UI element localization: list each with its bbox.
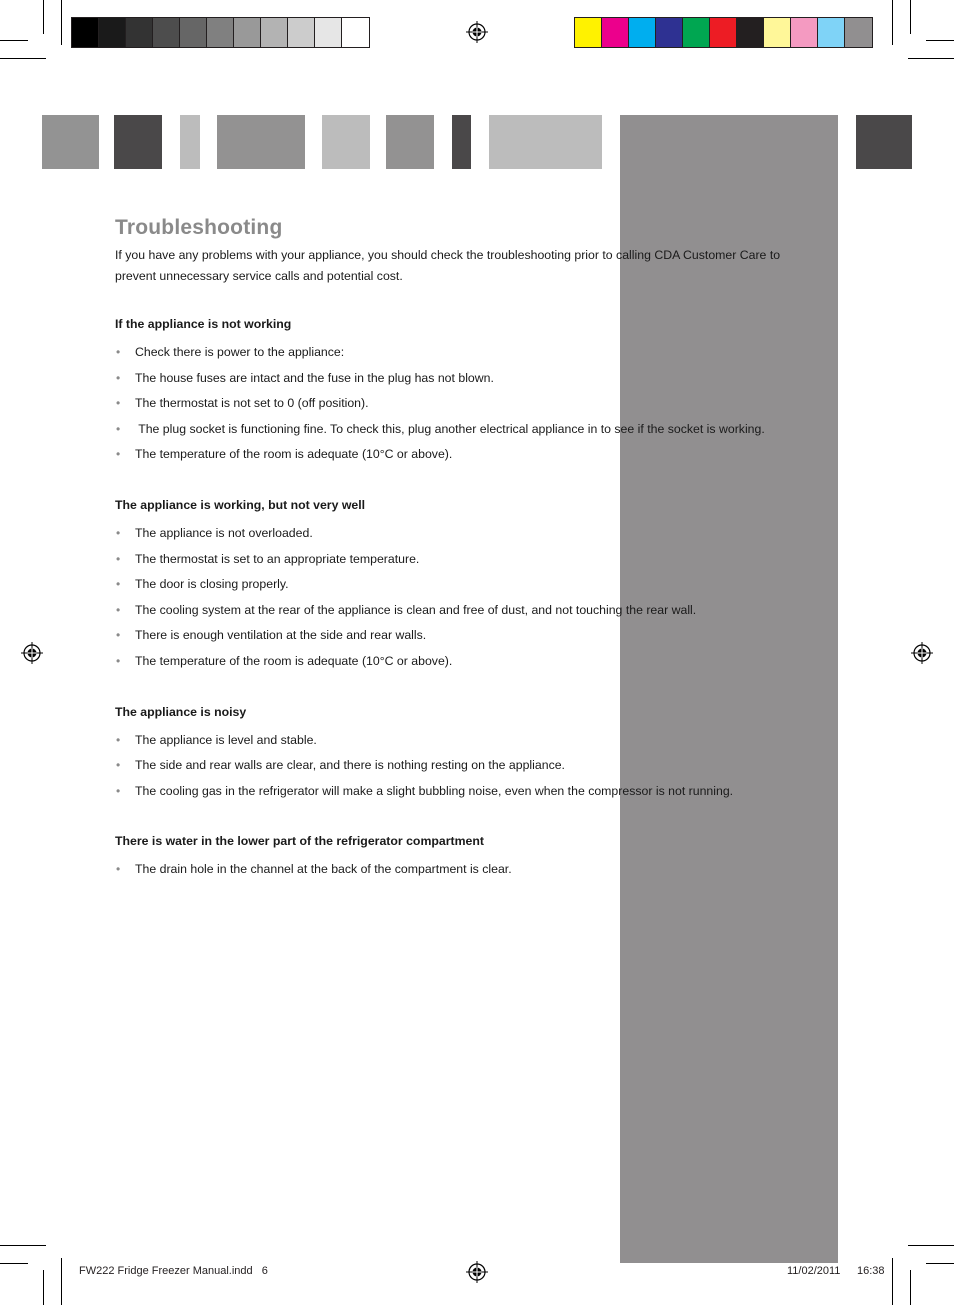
registration-mark-left-icon — [21, 642, 43, 664]
header-block — [856, 115, 912, 169]
color-swatch — [629, 18, 656, 47]
section-not-well — [115, 497, 815, 675]
color-swatch — [126, 18, 153, 47]
intro-text: If you have any problems with your appliance, you should check the troubleshooting prior to calling CDA Customer Care to prevent unnecessary service calls and potential cost. — [115, 248, 781, 283]
section-not-working — [115, 316, 815, 468]
color-swatch — [602, 18, 629, 47]
list-item: • The drain hole in the channel at the back of the compartment is clear. — [115, 857, 815, 883]
bullet-icon: • — [116, 732, 121, 747]
page-title: Troubleshooting — [115, 216, 283, 239]
bullet-icon: • — [116, 628, 121, 643]
bullet-icon: • — [116, 525, 121, 540]
bullet-icon: • — [116, 396, 121, 411]
bullet-icon: • — [116, 783, 121, 798]
section-noisy — [115, 704, 815, 805]
color-swatch — [818, 18, 845, 47]
footer-time: 16:38 — [857, 1265, 885, 1277]
registration-mark-top-icon — [466, 21, 488, 43]
grayscale-color-bar — [71, 17, 370, 48]
color-swatch — [261, 18, 288, 47]
list-item: • The house fuses are intact and the fuse in the plug has not blown. — [115, 366, 815, 392]
bullet-icon: • — [116, 577, 121, 592]
list-item: • The appliance is not overloaded. — [115, 521, 815, 547]
color-swatch — [153, 18, 180, 47]
section-title: The appliance is noisy — [115, 704, 247, 719]
color-swatch — [710, 18, 737, 47]
bullet-icon: • — [116, 447, 121, 462]
header-block — [322, 115, 370, 169]
header-block — [114, 115, 162, 169]
bullet-icon: • — [116, 345, 121, 359]
color-swatch — [791, 18, 818, 47]
header-block — [42, 115, 99, 169]
color-swatch — [764, 18, 791, 47]
list-item: • The plug socket is functioning fine. To check this, plug another electrical appliance in to see if the socket is working. — [115, 417, 815, 443]
list-item: • The side and rear walls are clear, and there is nothing resting on the appliance. — [115, 753, 815, 779]
bullet-icon: • — [116, 421, 121, 436]
color-swatch — [342, 18, 369, 47]
bullet-icon: • — [116, 862, 121, 877]
list-item: • There is enough ventilation at the side and rear walls. — [115, 623, 815, 649]
footer-date: 11/02/2011 — [787, 1265, 841, 1277]
registration-mark-bottom-icon — [466, 1261, 488, 1283]
list-item: • The door is closing properly. — [115, 572, 815, 598]
list-item: • The cooling gas in the refrigerator will make a slight bubbling noise, even when the compressor is not running. — [115, 779, 815, 805]
bullet-icon: • — [116, 551, 121, 566]
header-block — [180, 115, 200, 169]
list-item: • The temperature of the room is adequate (10°C or above). — [115, 649, 815, 675]
color-swatch — [99, 18, 126, 47]
section-title: The appliance is working, but not very well — [115, 497, 366, 512]
list-item: • The cooling system at the rear of the appliance is clean and free of dust, and not touching the rear wall. — [115, 598, 815, 624]
list-item: • Check there is power to the appliance: — [115, 340, 815, 366]
section-title: If the appliance is not working — [115, 317, 292, 331]
section-water — [115, 833, 815, 883]
bullet-icon: • — [116, 370, 121, 385]
bullet-icon: • — [116, 758, 121, 773]
list-item: • The thermostat is not set to 0 (off position). — [115, 391, 815, 417]
header-block — [489, 115, 602, 169]
color-swatch — [234, 18, 261, 47]
header-block — [217, 115, 305, 169]
troubleshooting-content — [115, 214, 815, 883]
color-swatch — [72, 18, 99, 47]
color-swatch — [683, 18, 710, 47]
list-item: • The temperature of the room is adequate (10°C or above). — [115, 442, 815, 468]
process-color-bar — [574, 17, 873, 48]
header-block — [386, 115, 434, 169]
color-swatch — [180, 18, 207, 47]
color-swatch — [737, 18, 764, 47]
color-swatch — [575, 18, 602, 47]
color-swatch — [845, 18, 872, 47]
bullet-icon: • — [116, 602, 121, 617]
list-item: • The appliance is level and stable. — [115, 728, 815, 754]
header-block — [452, 115, 471, 169]
color-swatch — [656, 18, 683, 47]
section-title: There is water in the lower part of the refrigerator compartment — [115, 834, 484, 849]
color-swatch — [207, 18, 234, 47]
registration-mark-right-icon — [911, 642, 933, 664]
list-item: • The thermostat is set to an appropriate temperature. — [115, 547, 815, 573]
color-swatch — [288, 18, 315, 47]
footer-filename: FW222 Fridge Freezer Manual.indd 6 — [79, 1265, 268, 1277]
bullet-icon: • — [116, 653, 121, 668]
color-swatch — [315, 18, 342, 47]
